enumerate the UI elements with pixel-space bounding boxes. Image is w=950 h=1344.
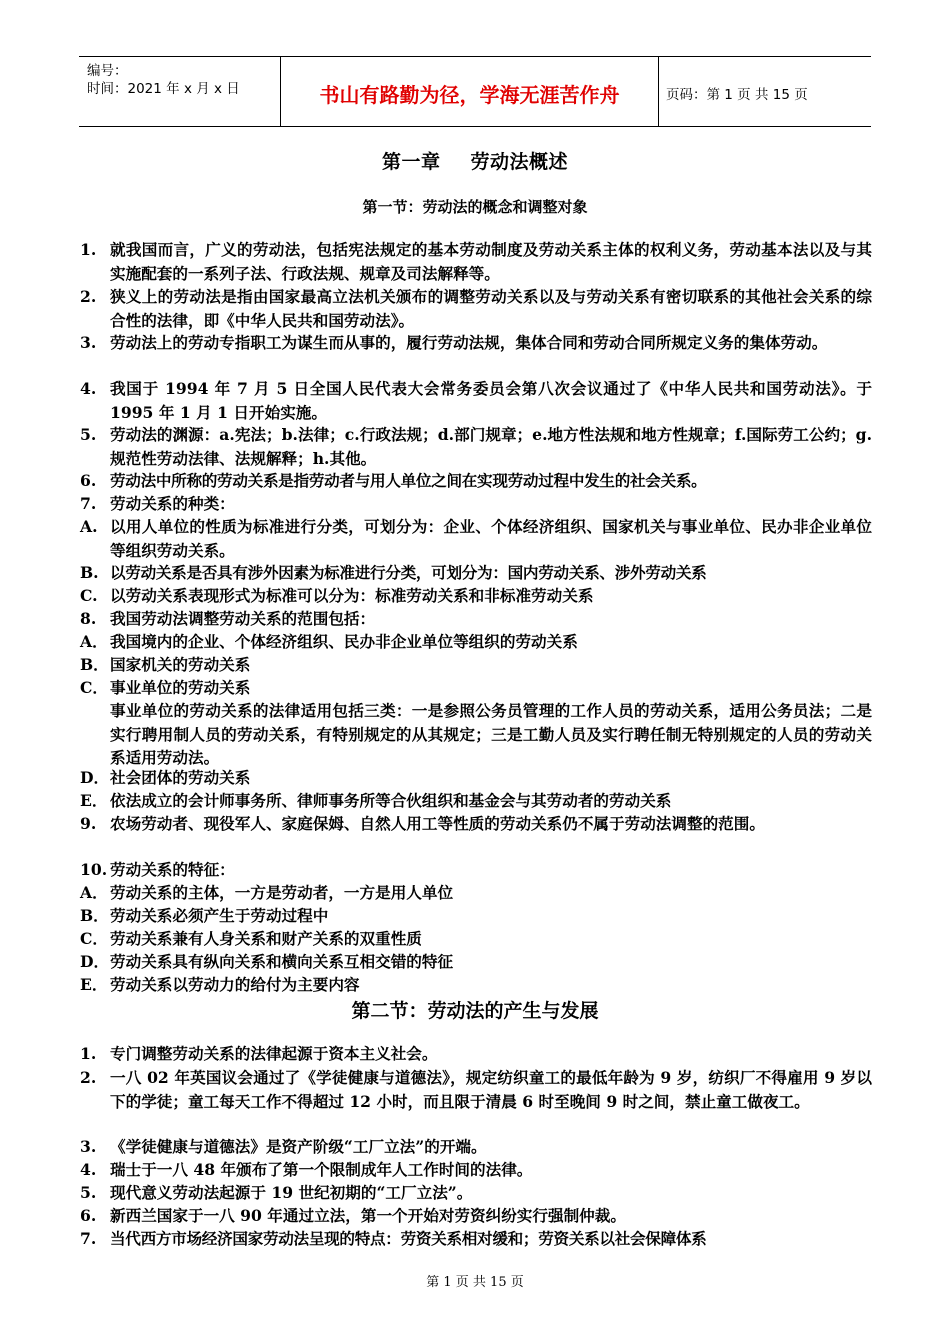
item-text: 新西兰国家于一八 90 年通过立法，第一个开始对劳资纠纷实行强制仲裁。 (110, 1206, 626, 1225)
list-item (80, 789, 872, 813)
header-motto-cell (280, 57, 659, 126)
list-item (80, 377, 872, 424)
list-item (80, 881, 872, 905)
motto: 书山有路勤为径，学海无涯苦作舟 (319, 83, 620, 107)
list-item (80, 858, 872, 882)
item-label: 7. (80, 494, 97, 513)
item-label: D． (80, 768, 110, 787)
item-text: 现代意义劳动法起源于 19 世纪初期的“工厂立法”。 (110, 1183, 473, 1202)
item-text: 劳动法中所称的劳动关系是指劳动者与用人单位之间在实现劳动过程中发生的社会关系。 (110, 471, 707, 490)
item-label: A． (80, 883, 108, 902)
item-label: 5. (80, 1183, 97, 1202)
c-note-paragraph: 事业单位的劳动关系的法律适用包括三类：一是参照公务员管理的工作人员的劳动关系，适用公务员法；二是实行聘用制人员的劳动关系，有特别规定的从其规定；三是工勤人员及实行聘任制无特别规定的人员的劳动关系适用劳动法。 (110, 701, 872, 767)
item-label: 1. (80, 1044, 97, 1063)
item-text: 我国于 1994 年 7 月 5 日全国人民代表大会常务委员会第八次会议通过了《中华人民共和国劳动法》。于 1995 年 1 月 1 日开始实施。 (110, 379, 872, 422)
item-text: 劳动关系的主体，一方是劳动者，一方是用人单位 (110, 883, 454, 902)
time-label: 时间：2021 年 x 月 x 日 (87, 81, 240, 97)
item-text: 劳动关系的特征： (110, 860, 235, 879)
item-text: 劳动关系的种类： (110, 494, 235, 513)
item-label: B． (80, 655, 109, 674)
item-label: 9. (80, 814, 97, 833)
chapter-name: 劳动法概述 (470, 151, 569, 173)
item-text: 以劳动关系表现形式为标准可以分为：标准劳动关系和非标准劳动关系 (110, 586, 594, 605)
page-header (79, 56, 871, 127)
item-label: 1. (80, 240, 97, 259)
item-text: 劳动关系以劳动力的给付为主要内容 (110, 975, 360, 994)
item-text: 农场劳动者、现役军人、家庭保姆、自然人用工等性质的劳动关系仍不属于劳动法调整的范围。 (110, 814, 765, 833)
item-text: 一八 02 年英国议会通过了《学徒健康与道德法》，规定纺织童工的最低年龄为 9 岁，纺织厂不得雇用 9 岁以下的学徒；童工每天工作不得超过 12 小时，而且限于清晨 6 时至晚间 9 时之间，禁止童工做夜工。 (110, 1068, 872, 1111)
section-1-title: 第一节：劳动法的概念和调整对象 (362, 198, 588, 216)
item-text: 事业单位的劳动关系 (110, 678, 251, 697)
item-label: C. (80, 586, 98, 605)
item-text: 专门调整劳动关系的法律起源于资本主义社会。 (110, 1044, 438, 1063)
list-item (80, 1135, 872, 1159)
item-text: 社会团体的劳动关系 (110, 768, 251, 787)
list-item (80, 1066, 872, 1113)
item-label: E． (80, 791, 108, 810)
list-item (80, 1204, 872, 1228)
page-footer: 第 1 页 共 15 页 (426, 1275, 524, 1290)
item-label: B． (80, 906, 109, 925)
list-item (80, 561, 872, 585)
item-label: 6. (80, 1206, 97, 1225)
item-text: 就我国而言，广义的劳动法，包括宪法规定的基本劳动制度及劳动关系主体的权利义务，劳动基本法以及与其实施配套的一系列子法、行政法规、规章及司法解释等。 (110, 240, 872, 283)
page-indicator: 页码：第 1 页 共 15 页 (666, 87, 808, 103)
list-item (80, 238, 872, 285)
list-item (80, 285, 872, 332)
item-text: 狭义上的劳动法是指由国家最高立法机关颁布的调整劳动关系以及与劳动关系有密切联系的其他社会关系的综合性的法律，即《中华人民共和国劳动法》。 (110, 287, 872, 330)
list-item (80, 423, 872, 470)
item-text: 以用人单位的性质为标准进行分类，可划分为：企业、个体经济组织、国家机关与事业单位、民办非企业单位等组织劳动关系。 (110, 517, 872, 560)
item-text: 国家机关的劳动关系 (110, 655, 251, 674)
item-text: 我国劳动法调整劳动关系的范围包括： (110, 609, 376, 628)
item-label: 5. (80, 425, 97, 444)
item-text: 我国境内的企业、个体经济组织、民办非企业单位等组织的劳动关系 (110, 632, 578, 651)
list-item (80, 607, 872, 631)
item-text: 劳动关系必须产生于劳动过程中 (110, 906, 329, 925)
list-item (80, 492, 872, 516)
item-text: 当代西方市场经济国家劳动法呈现的特点：劳资关系相对缓和；劳资关系以社会保障体系 (110, 1229, 707, 1248)
item-label: B. (80, 563, 99, 582)
item-label: E． (80, 975, 108, 994)
item-label: 2. (80, 287, 97, 306)
item-label: 3. (80, 1137, 97, 1156)
list-item (80, 630, 872, 654)
header-page-cell (658, 57, 871, 126)
item-label: C． (80, 678, 109, 697)
list-item (80, 676, 872, 700)
item-text: 《学徒健康与道德法》是资产阶级“工厂立法”的开端。 (110, 1137, 487, 1156)
item-text: 劳动关系兼有人身关系和财产关系的双重性质 (110, 929, 422, 948)
list-item (80, 812, 872, 836)
list-item (80, 927, 872, 951)
list-item (80, 904, 872, 928)
item-label: 7. (80, 1229, 97, 1248)
item-text: 瑞士于一八 48 年颁布了第一个限制成年人工作时间的法律。 (110, 1160, 533, 1179)
list-item (80, 766, 872, 790)
item-label: 2. (80, 1068, 97, 1087)
item-label: 8. (80, 609, 97, 628)
list-item (80, 469, 872, 493)
section-2-title: 第二节：劳动法的产生与发展 (351, 1000, 599, 1022)
list-item (80, 1181, 872, 1205)
item-text: 依法成立的会计师事务所、律师事务所等合伙组织和基金会与其劳动者的劳动关系 (110, 791, 672, 810)
item-label: 3. (80, 333, 97, 352)
item-label: C． (80, 929, 109, 948)
item-label: A. (80, 517, 98, 536)
item-text: 以劳动关系是否具有涉外因素为标准进行分类，可划分为：国内劳动关系、涉外劳动关系 (110, 563, 707, 582)
item-text: 劳动法的渊源：a.宪法；b.法律；c.行政法规；d.部门规章；e.地方性法规和地方性规章；f.国际劳工公约；g.规范性劳动法律、法规解释；h.其他。 (110, 425, 872, 468)
list-item (80, 584, 872, 608)
list-item (80, 331, 872, 355)
item-label: D． (80, 952, 110, 971)
list-item (80, 973, 872, 997)
item-label: 4. (80, 1160, 97, 1179)
header-info-cell (79, 57, 280, 126)
list-item (80, 1042, 872, 1066)
number-label: 编号： (87, 63, 128, 79)
item-text: 劳动法上的劳动专指职工为谋生而从事的，履行劳动法规，集体合同和劳动合同所规定义务的集体劳动。 (110, 333, 828, 352)
list-item (80, 653, 872, 677)
item-text: 劳动关系具有纵向关系和横向关系互相交错的特征 (110, 952, 454, 971)
list-item (80, 1227, 872, 1251)
chapter-title (0, 147, 950, 174)
list-item (80, 515, 872, 562)
item-label: 10. (80, 860, 108, 879)
chapter-number: 第一章 (381, 151, 441, 173)
list-item (80, 1158, 872, 1182)
item-label: 4. (80, 379, 97, 398)
item-label: 6. (80, 471, 97, 490)
item-label: A． (80, 632, 108, 651)
list-item (80, 950, 872, 974)
